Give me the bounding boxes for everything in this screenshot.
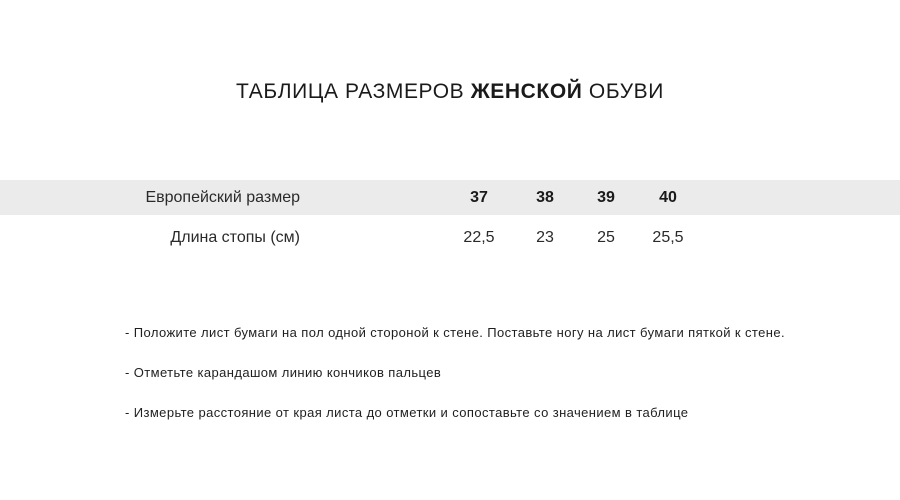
- instruction-item: - Измерьте расстояние от края листа до отметки и сопоставьте со значением в таблице: [125, 405, 689, 420]
- instructions-list: [125, 323, 885, 443]
- table-cell: 25: [597, 229, 615, 246]
- row-label-foot-length: Длина стопы (см): [170, 229, 300, 246]
- title-part-1: ТАБЛИЦА РАЗМЕРОВ: [236, 80, 465, 103]
- table-row-foot-length: [0, 220, 900, 255]
- table-cell: 39: [597, 189, 615, 206]
- table-cell: 37: [470, 189, 488, 206]
- table-cell: 40: [659, 189, 677, 206]
- table-cell: 25,5: [652, 229, 684, 246]
- instruction-item: - Отметьте карандашом линию кончиков пальцев: [125, 365, 442, 380]
- instruction-item: - Положите лист бумаги на пол одной стороной к стене. Поставьте ногу на лист бумаги пяткой к стене.: [125, 325, 785, 340]
- table-cell: 23: [536, 229, 554, 246]
- title-part-2: ЖЕНСКОЙ: [470, 80, 583, 103]
- row-label-eu-size: Европейский размер: [145, 189, 300, 206]
- title-part-3: ОБУВИ: [588, 80, 664, 103]
- size-table: [0, 180, 900, 255]
- table-cell: 38: [536, 189, 554, 206]
- page-title: [0, 80, 900, 104]
- table-row-eu-size: [0, 180, 900, 215]
- table-cell: 22,5: [463, 229, 495, 246]
